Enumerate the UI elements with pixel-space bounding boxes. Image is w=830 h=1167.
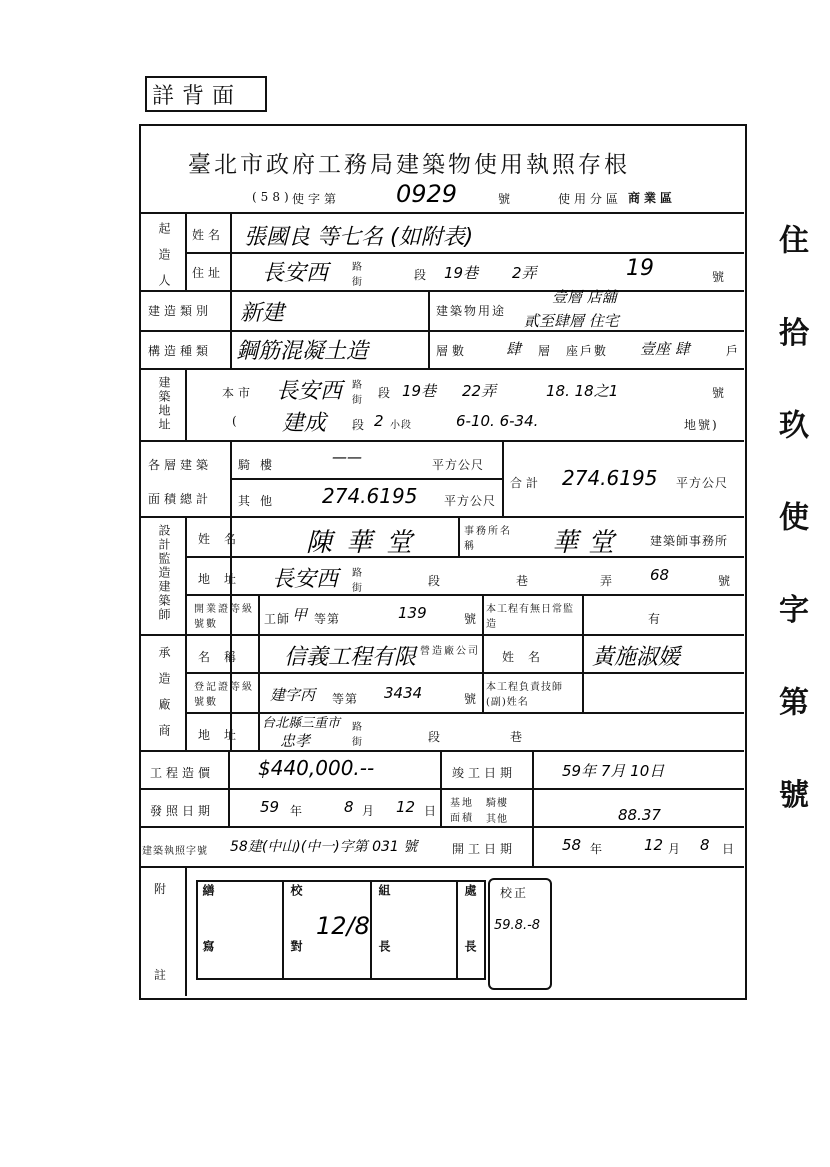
supervisor-value: 有 (648, 612, 665, 626)
households-unit: 戶 (726, 344, 743, 358)
land-subsection: 2 (374, 412, 384, 430)
contractor-addr-road: 忠孝 (280, 732, 311, 750)
total-area-label: 合計 (510, 476, 543, 490)
building-use-label: 建築物用途 (436, 304, 507, 318)
stamp-cell-check: 校對 (289, 884, 303, 996)
site-section: 段 (378, 386, 395, 400)
correction-stamp-value: 59.8.-8 (494, 918, 541, 933)
contractor-addr-section: 段 (428, 730, 445, 744)
issue-day-unit: 日 (424, 804, 441, 818)
stamp-cell-director: 處長 (463, 884, 477, 996)
designer-addr-no: 68 (650, 566, 670, 584)
start-year: 58 (562, 836, 582, 854)
completion-label: 竣工日期 (452, 766, 517, 780)
zone-label: 使用分區 (558, 192, 623, 206)
site-lane: 19巷 (402, 382, 437, 400)
contractor-name-value: 信義工程有限 (284, 645, 417, 670)
issue-month: 8 (344, 798, 354, 816)
form-title: 臺北市政府工務局建築物使用執照存根 (188, 152, 630, 178)
applicant-name-value: 張國良 等七名 (如附表) (244, 225, 474, 250)
stamp-cell-chief: 組長 (377, 884, 391, 996)
designer-name-value: 陳華堂 (306, 528, 427, 558)
contractor-reg-no-unit: 號 (464, 692, 481, 706)
other-area-unit: 平方公尺 (444, 494, 497, 508)
arcade-value: —— (332, 448, 362, 466)
floors-value: 肆 (506, 340, 522, 358)
correction-stamp-label: 校正 (500, 886, 529, 900)
contractor-tech-label: 本工程負責技師(副)姓名 (486, 682, 563, 708)
base-area-value: 88.37 (618, 806, 661, 824)
start-day: 8 (700, 836, 710, 854)
land-subsection-label: 小段 (390, 420, 412, 431)
applicant-addr-alley: 2弄 (512, 264, 537, 282)
total-area-value: 274.6195 (562, 466, 658, 490)
designer-license-prefix: 工師 (264, 612, 291, 626)
contractor-addr-label: 地址 (198, 728, 251, 742)
households-label: 座戶數 (566, 344, 609, 358)
issue-date-label: 發照日期 (150, 804, 215, 818)
stamp-date: 12/8 (316, 912, 370, 940)
designer-office-value: 華堂 (552, 528, 625, 558)
designer-license-grade-unit: 等第 (314, 612, 341, 626)
issue-year-unit: 年 (290, 804, 307, 818)
applicant-addr-no: 19 (626, 256, 654, 281)
land-open: ( (232, 414, 241, 428)
arcade-label: 騎樓 (238, 458, 283, 472)
designer-addr-alley: 弄 (600, 574, 617, 588)
start-month: 12 (644, 836, 664, 854)
contractor-addr-lane: 巷 (510, 730, 527, 744)
land-district: 建成 (282, 411, 327, 436)
building-use-line1: 壹層 店舖 (552, 288, 617, 306)
designer-addr-no-unit: 號 (718, 574, 735, 588)
permit-word: 使字第 (292, 192, 341, 206)
zone-value: 商業區 (628, 191, 677, 205)
designer-office-suffix: 建築師事務所 (650, 534, 729, 548)
stamp-cell-copy: 繕寫 (201, 884, 215, 996)
designer-name-label: 姓名 (198, 532, 251, 546)
header-tag-text: 詳背面 (152, 84, 243, 109)
contractor-addr-city: 台北縣三重市 (262, 716, 341, 731)
contractor-name-suffix: 營造廠公司 (420, 646, 480, 657)
start-day-unit: 日 (722, 842, 739, 856)
contractor-reg-label: 登記證等級號數 (194, 682, 254, 708)
building-type-value: 新建 (240, 301, 285, 326)
site-numbers-unit: 號 (712, 386, 729, 400)
issue-day: 12 (396, 798, 416, 816)
area-group-line2: 面積總計 (148, 492, 213, 506)
site-city-label: 本市 (222, 386, 255, 400)
structure-value: 鋼筋混凝土造 (236, 339, 369, 364)
notes-label-top: 附 (154, 882, 171, 896)
total-area-unit: 平方公尺 (676, 476, 729, 490)
completion-value: 59年 7月 10日 (562, 762, 665, 780)
designer-office-label: 事務所名稱 (464, 526, 512, 552)
site-numbers: 18. 18之1 (546, 382, 619, 400)
applicant-addr-label: 住址 (192, 266, 225, 280)
other-area-label: 其他 (238, 494, 283, 508)
start-year-unit: 年 (590, 842, 607, 856)
site-group-label: 建築地址 (157, 376, 171, 432)
applicant-group-label: 起造人 (157, 222, 171, 300)
other-area-value: 274.6195 (322, 484, 418, 508)
contractor-name-label: 名稱 (198, 650, 251, 664)
building-type-label: 建造類別 (148, 304, 213, 318)
contractor-person-label: 姓名 (502, 650, 555, 664)
base-area-label: 基地面積 (450, 798, 474, 824)
permit-suffix: 號 (498, 192, 515, 206)
notes-label-bottom: 註 (154, 968, 171, 982)
designer-addr-road: 長安西 (272, 567, 339, 592)
designer-group-label: 設計監造建築師 (157, 524, 171, 622)
start-date-label: 開工日期 (452, 842, 517, 856)
applicant-addr-road-unit: 路街 (352, 262, 363, 288)
applicant-addr-no-unit: 號 (712, 270, 729, 284)
base-arcade-label: 騎樓 (486, 798, 508, 809)
building-use-line2: 貳至肆層 住宅 (524, 312, 619, 330)
contractor-group-label: 承造廠商 (157, 646, 171, 750)
designer-addr-section: 段 (428, 574, 445, 588)
arcade-unit: 平方公尺 (432, 458, 485, 472)
site-road: 長安西 (276, 379, 343, 404)
issue-year: 59 (260, 798, 280, 816)
issue-month-unit: 月 (362, 804, 379, 818)
applicant-name-label: 姓名 (192, 228, 225, 242)
applicant-addr-lane: 19巷 (444, 264, 479, 282)
margin-right-text: 住 拾 玖 使 字 第 號 (773, 224, 808, 835)
permit-number: 0929 (396, 180, 458, 208)
households-value: 壹座 肆 (640, 340, 690, 358)
site-road-unit: 路街 (352, 380, 363, 406)
floors-label: 層數 (436, 344, 469, 358)
permit-ref-label: 建築執照字號 (142, 846, 208, 857)
contractor-person-value: 黃施淑媛 (592, 645, 681, 670)
designer-addr-lane: 巷 (516, 574, 533, 588)
floors-unit: 層 (538, 344, 555, 358)
permit-year: (58) (252, 190, 293, 204)
site-alley: 22弄 (462, 382, 497, 400)
designer-addr-road-unit: 路街 (352, 568, 363, 594)
designer-license-label: 開業證等級號數 (194, 604, 254, 630)
area-group-line1: 各層建築 (148, 458, 213, 472)
cost-label: 工程造價 (150, 766, 215, 780)
land-parcels: 6-10. 6-34. (456, 412, 539, 430)
contractor-addr-road-unit: 路街 (352, 722, 363, 748)
base-other-label: 其他 (486, 814, 508, 825)
structure-label: 構造種類 (148, 344, 213, 358)
applicant-addr-road: 長安西 (262, 261, 329, 286)
contractor-reg-grade-unit: 等第 (332, 692, 359, 706)
contractor-reg-no: 3434 (384, 684, 423, 702)
land-unit: 地號) (684, 418, 719, 432)
cost-value: $440,000.-- (258, 756, 375, 780)
applicant-addr-section: 段 (414, 268, 431, 282)
designer-addr-label: 地址 (198, 572, 251, 586)
designer-license-grade: 甲 (292, 606, 308, 624)
supervisor-label: 本工程有無日常監造 (486, 604, 574, 630)
designer-license-no-unit: 號 (464, 612, 481, 626)
start-month-unit: 月 (668, 842, 685, 856)
contractor-reg-value: 建字丙 (270, 686, 316, 704)
land-district-printed: 段 (352, 418, 369, 432)
permit-ref-value: 58建(中山)(中一)字第 031 號 (230, 839, 418, 855)
designer-license-no: 139 (398, 604, 427, 622)
